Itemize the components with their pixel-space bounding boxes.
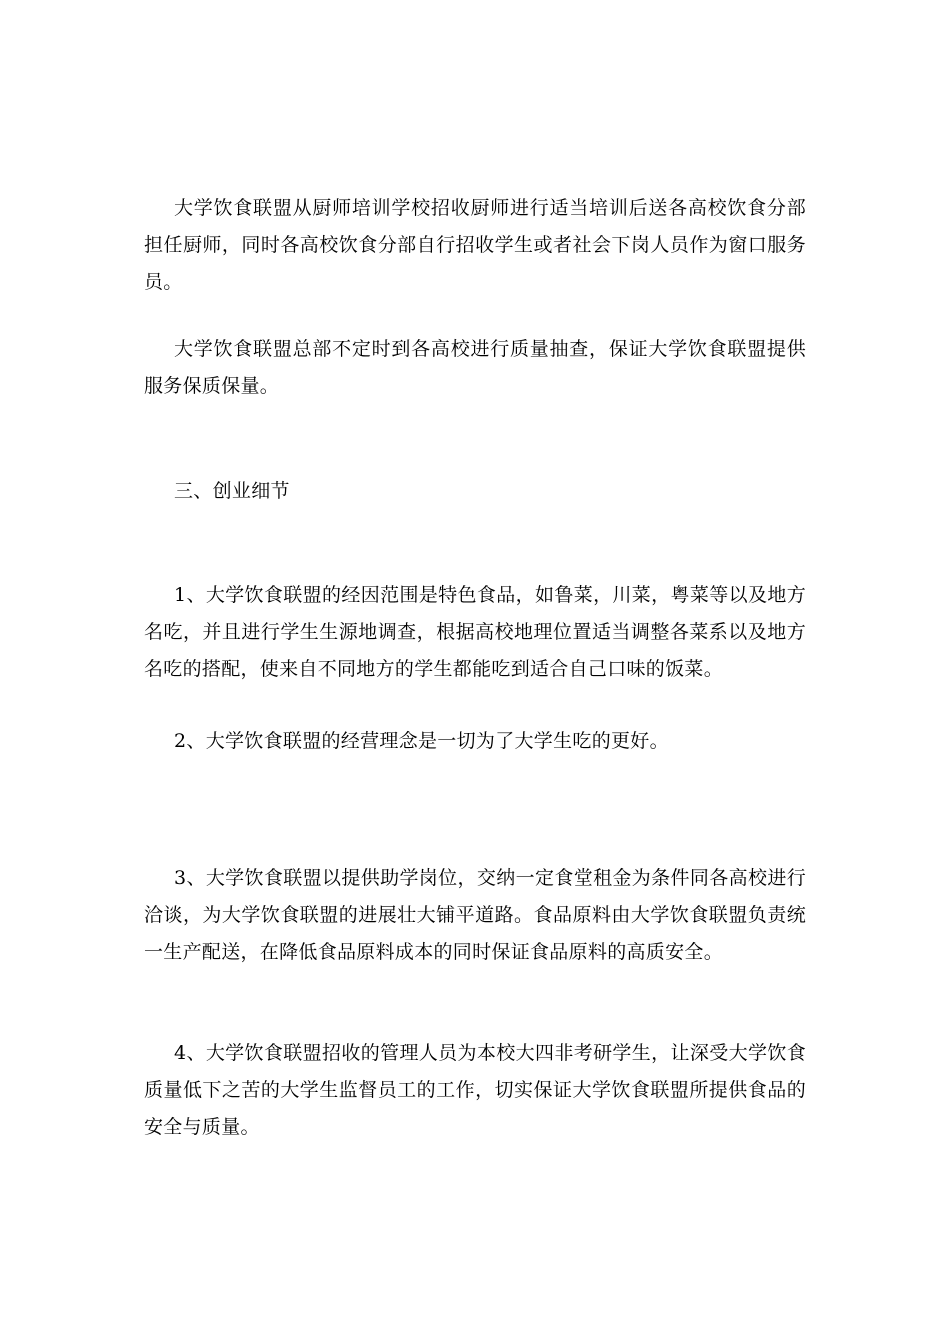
section-heading-startup-details: 三、创业细节 [174,480,290,502]
list-item-management-staff: 4、大学饮食联盟招收的管理人员为本校大四非考研学生，让深受大学饮食质量低下之苦的大学生监督员工的工作，切实保证大学饮食联盟所提供食品的安全与质量。 [144,1042,806,1138]
list-item-business-scope: 1、大学饮食联盟的经因范围是特色食品，如鲁菜，川菜，粤菜等以及地方名吃，并且进行学生生源地调查，根据高校地理位置适当调整各菜系以及地方名吃的搭配，使来自不同地方的学生都能吃到适合自己口味的饭菜。 [144,584,806,680]
list-item-business-philosophy: 2、大学饮食联盟的经营理念是一切为了大学生吃的更好。 [174,730,669,752]
paragraph-quality-inspection: 大学饮食联盟总部不定时到各高校进行质量抽查，保证大学饮食联盟提供服务保质保量。 [144,338,806,397]
list-item-negotiation-supply: 3、大学饮食联盟以提供助学岗位，交纳一定食堂租金为条件同各高校进行洽谈，为大学饮食联盟的进展壮大铺平道路。食品原料由大学饮食联盟负责统一生产配送，在降低食品原料成本的同时保证食品原料的高质安全。 [144,867,806,963]
paragraph-chef-recruitment: 大学饮食联盟从厨师培训学校招收厨师进行适当培训后送各高校饮食分部担任厨师，同时各高校饮食分部自行招收学生或者社会下岗人员作为窗口服务员。 [144,197,806,293]
